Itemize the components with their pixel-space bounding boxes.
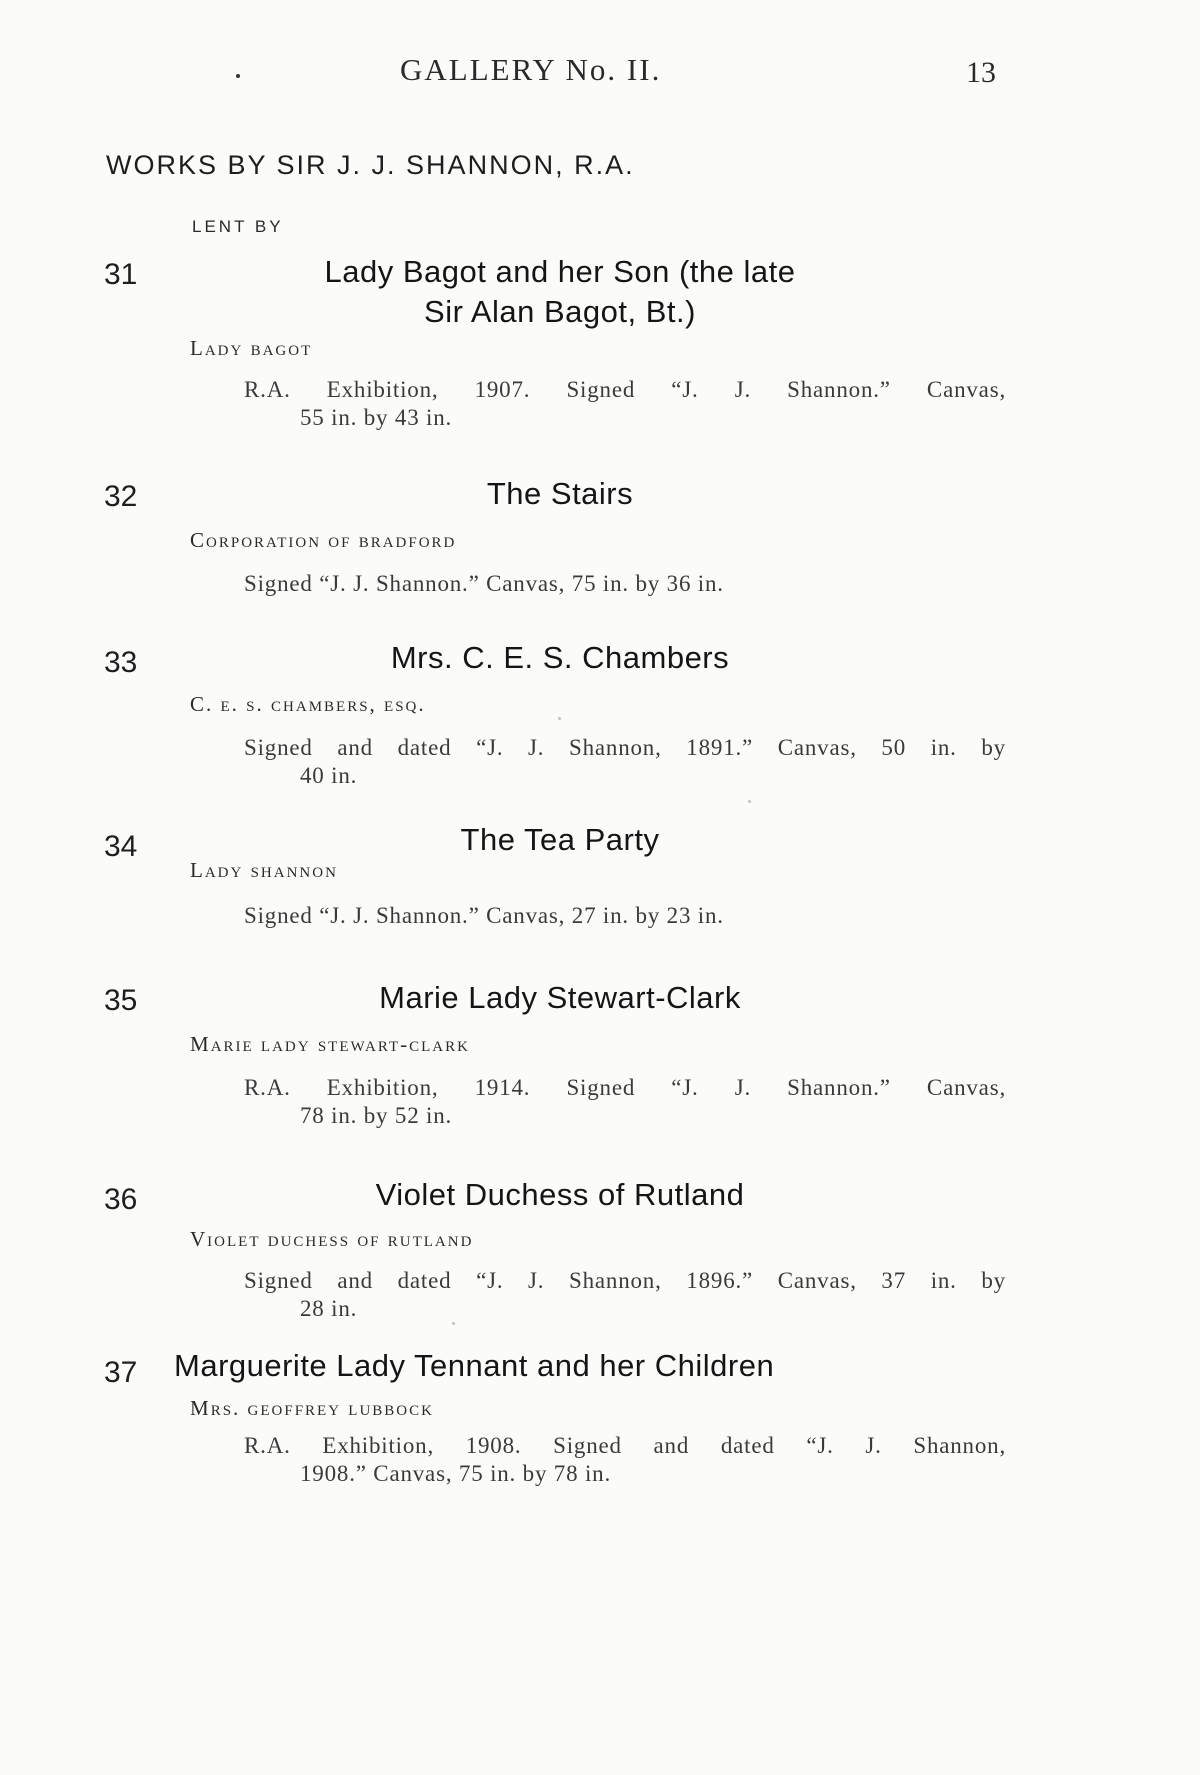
entry-title: Violet Duchess of Rutland: [375, 1177, 745, 1212]
entry-lender: Lady bagot: [190, 336, 313, 360]
entry-details: [244, 1267, 1006, 1323]
entry-lender: Corporation of bradford: [190, 528, 457, 552]
entry-details-line: Signed “J. J. Shannon.” Canvas, 27 in. by 23 in.: [244, 903, 724, 928]
entry-details-line: 1908.” Canvas, 75 in. by 78 in.: [300, 1461, 611, 1486]
entry-title-line: Lady Bagot and her Son (the late: [324, 254, 796, 289]
lent-by-label: LENT BY: [192, 217, 284, 236]
entry-details: [244, 1074, 1006, 1130]
entry-details-line: Signed “J. J. Shannon.” Canvas, 75 in. by 36 in.: [244, 571, 724, 596]
section-heading: WORKS BY SIR J. J. SHANNON, R.A.: [106, 150, 635, 180]
entry-number: 37: [104, 1356, 138, 1389]
entry-lender: Mrs. geoffrey lubbock: [190, 1396, 434, 1420]
entry-number: 32: [104, 480, 138, 513]
entry-number: 33: [104, 646, 138, 679]
entry-lender: Lady shannon: [190, 858, 338, 882]
entry-lender: C. e. s. chambers, esq.: [190, 692, 426, 716]
entry-title: Marie Lady Stewart-Clark: [379, 980, 741, 1015]
entry-details: [244, 1432, 1006, 1488]
print-speck: [748, 800, 751, 803]
entry-title: The Tea Party: [460, 822, 660, 857]
print-speck: [452, 1322, 455, 1325]
entry-details: [244, 570, 1006, 598]
gallery-title: GALLERY No. II.: [400, 52, 662, 87]
entry-details-line: 78 in. by 52 in.: [300, 1103, 453, 1128]
entry-title: Marguerite Lady Tennant and her Children: [174, 1348, 775, 1383]
entry-details: [244, 376, 1006, 432]
entry-title-line: Sir Alan Bagot, Bt.): [424, 294, 696, 329]
entry-details-line: R.A. Exhibition, 1908. Signed and dated “J. J. Shannon,: [244, 1433, 1006, 1458]
entry-lender: Violet duchess of rutland: [190, 1227, 474, 1251]
entry-title: The Stairs: [486, 476, 634, 511]
page-number: 13: [966, 56, 996, 89]
entry-number: 35: [104, 984, 138, 1017]
entry-number: 34: [104, 830, 138, 863]
entry-lender: Marie lady stewart-clark: [190, 1032, 470, 1056]
entry-details-line: Signed and dated “J. J. Shannon, 1896.” Canvas, 37 in. by: [244, 1268, 1006, 1293]
printed-dot: [236, 74, 240, 78]
entry-details-line: 55 in. by 43 in.: [300, 405, 453, 430]
entry-details-line: R.A. Exhibition, 1907. Signed “J. J. Shannon.” Canvas,: [244, 377, 1006, 402]
entry-details: [244, 734, 1006, 790]
entry-details: [244, 902, 1006, 930]
entry-title: Mrs. C. E. S. Chambers: [390, 640, 730, 675]
entry-details-line: R.A. Exhibition, 1914. Signed “J. J. Shannon.” Canvas,: [244, 1075, 1006, 1100]
entry-number: 31: [104, 258, 138, 291]
entry-number: 36: [104, 1183, 138, 1216]
running-head: [0, 52, 1200, 92]
entry-details-line: Signed and dated “J. J. Shannon, 1891.” Canvas, 50 in. by: [244, 735, 1006, 760]
entry-details-line: 28 in.: [300, 1296, 358, 1321]
print-speck: [558, 717, 561, 720]
entry-details-line: 40 in.: [300, 763, 358, 788]
